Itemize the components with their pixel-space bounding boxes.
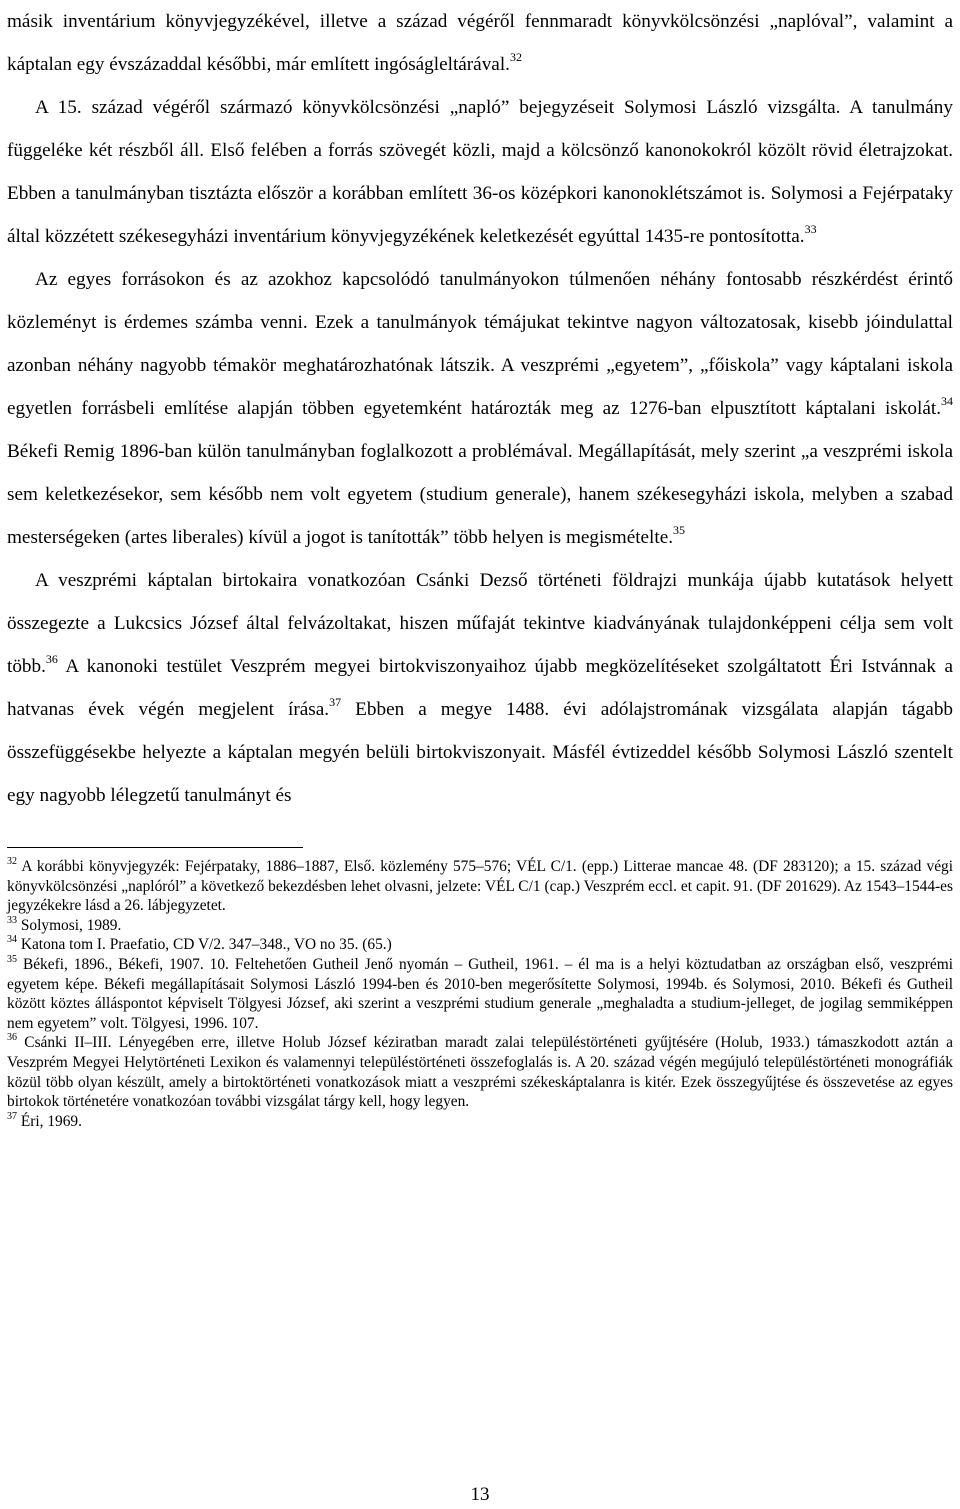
footnote-separator xyxy=(7,847,303,848)
paragraph-text: Békefi Remig 1896-ban külön tanulmányban foglalkozott a problémával. Megállapítását, mely szerint „a veszprémi iskola sem keletkezésekor, sem később nem volt egyetem (studium generale), hanem székesegyházi iskola, melyben a szabad mesterségeken (artes liberales) kívül a jogot is tanították” több helyen is megismételte. xyxy=(7,441,953,548)
footnote xyxy=(7,1033,953,1111)
paragraph-text: A kanonoki testület Veszprém megyei birtokviszonyaihoz újabb megközelítéseket szolgáltatott Éri Istvánnak a hatvanas évek végén megjelent írása. xyxy=(7,656,953,720)
body-text xyxy=(7,0,953,817)
footnote-number: 32 xyxy=(7,856,17,867)
paragraph-text: másik inventárium könyvjegyzékével, illetve a század végéről fennmaradt könyvkölcsönzési „naplóval”, valamint a káptalan egy évszázaddal későbbi, már említett ingóságleltárával. xyxy=(7,11,953,75)
paragraph-text: Az egyes forrásokon és az azokhoz kapcsolódó tanulmányokon túlmenően néhány fontosabb részkérdést érintő közleményt is érdemes számba venni. Ezek a tanulmányok témájukat tekintve nagyon változatosak, kisebb jóindulattal azonban néhány nagyobb témakör meghatározhatónak látszik. A veszprémi „egyetem”, „főiskola” vagy káptalani iskola egyetlen forrásbeli említése alapján többen egyetemként határozták meg az 1276-ban elpusztított káptalani iskolát. xyxy=(7,269,953,419)
footnote-reference[interactable]: 37 xyxy=(329,695,342,709)
footnote-number: 34 xyxy=(7,934,17,946)
footnote xyxy=(7,857,953,916)
footnote-text: Éri, 1969. xyxy=(17,1112,82,1130)
body-paragraph xyxy=(7,0,953,86)
footnote-number: 33 xyxy=(7,914,17,926)
footnote-number: 37 xyxy=(7,1110,17,1122)
body-paragraph xyxy=(7,559,953,817)
footnote-reference[interactable]: 32 xyxy=(509,50,522,64)
page-number: 13 xyxy=(470,1484,490,1505)
footnote-text: Solymosi, 1989. xyxy=(17,916,122,934)
body-paragraph xyxy=(7,86,953,258)
footnote-reference[interactable]: 34 xyxy=(941,394,953,408)
footnote-text: Békefi, 1896., Békefi, 1907. 10. Feltehetően Gutheil Jenő nyomán – Gutheil, 1961. – él ma is a helyi köztudatban az országban első, veszprémi egyetem képe. Békefi megállapításait Solymosi László 1994-ben és 2010-ben megerősítette Solymosi, 1994b. és Solymosi, 2010. Békefi és Gutheil között köztes álláspontot képviselt Tölgyesi József, aki szerint a veszprémi studium generale „meghaladta a studium-jelleget, de jogilag semmiképpen nem egyetem” volt. Tölgyesi, 1996. 107. xyxy=(7,955,953,1032)
footnote xyxy=(7,955,953,1033)
footnote-number: 35 xyxy=(7,953,17,965)
footnote-text: Katona tom I. Praefatio, CD V/2. 347–348., VO no 35. (65.) xyxy=(17,936,392,954)
body-paragraph xyxy=(7,258,953,559)
footnote xyxy=(7,1112,953,1132)
footnotes xyxy=(7,857,953,1131)
paragraph-text: A 15. század végéről származó könyvkölcsönzési „napló” bejegyzéseit Solymosi László vizsgálta. A tanulmány függeléke két részből áll. Első felében a forrás szövegét közli, majd a kölcsönző kanonokokról közölt rövid életrajzokat. Ebben a tanulmányban tisztázta először a korábban említett 36-os középkori kanonoklétszámot is. Solymosi a Fejérpataky által közzétett székesegyházi inventárium könyvjegyzékének keletkezését egyúttal 1435-re pontosította. xyxy=(7,97,953,247)
footnote-reference[interactable]: 36 xyxy=(45,652,58,666)
paragraph-text: Ebben a megye 1488. évi adólajstromának vizsgálata alapján tágabb összefüggésekbe helyezte a káptalan megyén belüli birtokviszonyait. Másfél évtizeddel később Solymosi László szentelt egy nagyobb lélegzetű tanulmányt és xyxy=(7,699,954,806)
footnote xyxy=(7,916,953,936)
footnote-number: 36 xyxy=(7,1032,17,1044)
footnote-reference[interactable]: 33 xyxy=(804,222,817,236)
paragraph-text: A veszprémi káptalan birtokaira vonatkozóan Csánki Dezső történeti földrajzi munkája újabb kutatások helyett összegezte a Lukcsics József által felvázoltakat, hiszen műfaját tekintve kiadványának tulajdonképpeni célja sem volt több. xyxy=(7,570,953,677)
footnote-text: A korábbi könyvjegyzék: Fejérpataky, 1886–1887, Első. közlemény 575–576; VÉL C/1. (epp.) Litterae mancae 48. (DF 283120); a 15. század végi könyvkölcsönzési „naplóról” a következő bekezdésben lehet olvasni, jelzete: VÉL C/1 (cap.) Veszprém eccl. et capit. 91. (DF 201629). Az 1543–1544-es jegyzékekre lásd a 26. lábjegyzetet. xyxy=(7,858,953,915)
footnote-text: Csánki II–III. Lényegében erre, illetve Holub József kéziratban maradt zalai településtörténeti gyűjtésére (Holub, 1933.) támaszkodott aztán a Veszprém Megyei Helytörténeti Lexikon és valamennyi településtörténeti összefoglalás is. A 20. század végén megújuló településtörténeti monográfiák közül több olyan készült, amely a birtoktörténeti vonatkozások miatt a veszprémi székeskáptalanra is kitér. Ezek összegyűjtése és összevetése az egyes birtokok történetére vonatkozóan további vizsgálat tárgy kell, hogy legyen. xyxy=(7,1034,953,1111)
footnote-reference[interactable]: 35 xyxy=(673,523,686,537)
footnote xyxy=(7,935,953,955)
